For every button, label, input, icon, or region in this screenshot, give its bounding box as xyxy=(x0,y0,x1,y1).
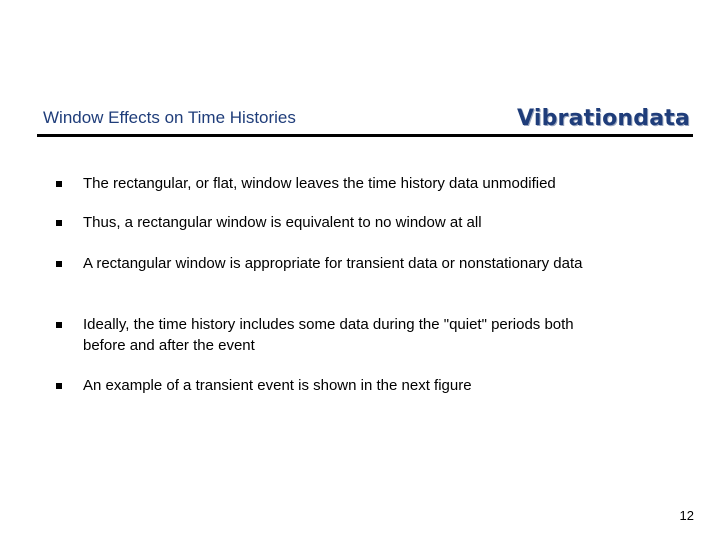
bullet-text: The rectangular, or flat, window leaves the time history data unmodified xyxy=(83,175,556,192)
bullet-square-icon xyxy=(56,383,62,389)
bullet-square-icon xyxy=(56,261,62,267)
bullet-text: Ideally, the time history includes some data during the "quiet" periods both before and after the event xyxy=(83,316,574,354)
slide-title: Window Effects on Time Histories xyxy=(43,108,296,127)
brand-logo-text: Vibrationdata xyxy=(516,106,690,131)
bullet-text: An example of a transient event is shown in the next figure xyxy=(83,377,472,394)
page-number: 12 xyxy=(679,508,694,523)
bullet-square-icon xyxy=(56,181,62,187)
bullet-text: Thus, a rectangular window is equivalent to no window at all xyxy=(83,214,482,231)
bullet-text: A rectangular window is appropriate for transient data or nonstationary data xyxy=(83,255,583,272)
bullet-square-icon xyxy=(56,220,62,226)
bullet-square-icon xyxy=(56,322,62,328)
